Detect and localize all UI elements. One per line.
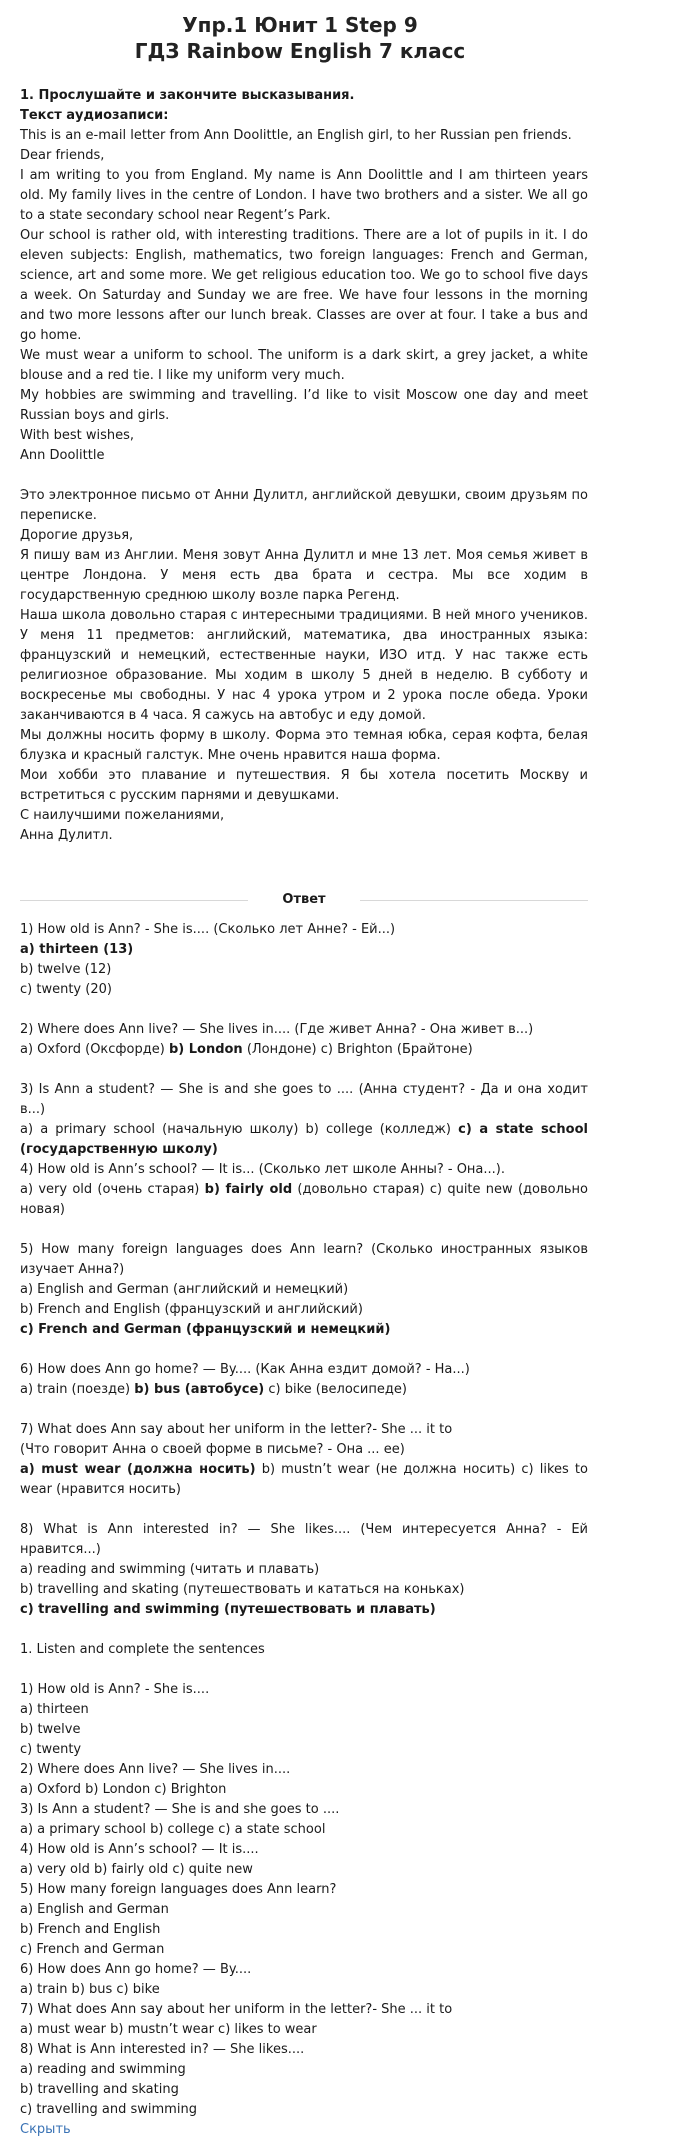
answer-option: c) twenty (20) <box>20 982 112 997</box>
list-item: 4) How old is Ann’s school? — It is.... <box>20 1842 259 1857</box>
answer-option: b) twelve (12) <box>20 962 112 977</box>
question-text: 7) What does Ann say about her uniform in the letter?- She ... it to <box>20 1422 453 1437</box>
answer-correct: b) fairly old <box>204 1182 293 1197</box>
question-text: 5) How many foreign languages does Ann learn? (Сколько иностранных языков изучает Анна?) <box>20 1242 588 1277</box>
question-block-3-4 <box>20 1080 588 1220</box>
letter-paragraph: Dear friends, <box>20 148 105 163</box>
letter-paragraph: Ann Doolittle <box>20 448 105 463</box>
answer-option: a) English and German (английский и немецкий) <box>20 1282 349 1297</box>
letter-paragraph: Мои хобби это плавание и путешествия. Я бы хотела посетить Москву и встретиться с русским парнями и девушками. <box>20 768 588 803</box>
answer-option: a) Oxford (Оксфорде) <box>20 1042 169 1057</box>
list-item: c) twenty <box>20 1742 82 1757</box>
list-item: 8) What is Ann interested in? — She likes.... <box>20 2042 305 2057</box>
answer-option: a) a primary school (начальную школу) b) college (колледж) <box>20 1122 459 1137</box>
letter-paragraph: We must wear a uniform to school. The uniform is a dark skirt, a grey jacket, a white blouse and a red tie. I like my uniform very much. <box>20 348 588 383</box>
list-item: a) a primary school b) college c) a state school <box>20 1822 326 1837</box>
letter-paragraph: Мы должны носить форму в школу. Форма это темная юбка, серая кофта, белая блузка и красный галстук. Мне очень нравится наша форма. <box>20 728 588 763</box>
letter-paragraph: Наша школа довольно старая с интересными традициями. В ней много учеников. У меня 11 предметов: английский, математика, два иностранных языка: французский и немецкий, естественные науки, ИЗО итд. У нас также есть религиозное образование. Мы ходим в школу 5 дней в неделю. В субботу и воскресенье мы свободны. У нас 4 урока утром и 2 урока после обеда. Уроки заканчиваются в 4 часа. Я сажусь на автобус и еду домой. <box>20 608 588 723</box>
answer-section <box>20 920 588 1620</box>
question-text: 2) Where does Ann live? — She lives in.... (Где живет Анна? - Она живет в...) <box>20 1022 534 1037</box>
letter-paragraph: Я пишу вам из Англии. Меня зовут Анна Дулитл и мне 13 лет. Моя семья живет в центре Лондона. У меня есть два брата и сестра. Мы все ходим в государственную среднюю школу возле парка Регенд. <box>20 548 588 603</box>
question-block-6 <box>20 1360 588 1400</box>
spacer <box>20 1660 588 1680</box>
question-block-2 <box>20 1020 588 1060</box>
english-section <box>20 1640 588 2140</box>
question-text: 8) What is Ann interested in? — She likes.... (Чем интересуется Анна? - Ей нравится...) <box>20 1522 588 1557</box>
list-item: b) travelling and skating <box>20 2082 179 2097</box>
list-item: b) twelve <box>20 1722 81 1737</box>
content <box>20 86 588 2140</box>
question-block-7 <box>20 1420 588 1500</box>
answer-option: c) bike (велосипеде) <box>264 1382 407 1397</box>
answer-option: (довольно старая) c) quite new (довольно новая) <box>20 1182 589 1217</box>
list-item: 7) What does Ann say about her uniform in the letter?- She ... it to <box>20 2002 453 2017</box>
answer-correct: c) French and German (французский и немецкий) <box>20 1322 391 1337</box>
letter-english <box>20 126 588 466</box>
answer-line <box>20 1120 588 1160</box>
spacer <box>20 466 588 486</box>
page-title-line1: Упр.1 Юнит 1 Step 9 <box>182 13 418 37</box>
list-item: a) very old b) fairly old c) quite new <box>20 1862 253 1877</box>
answer-divider <box>20 890 588 910</box>
answer-line <box>20 1180 588 1220</box>
answer-correct: c) travelling and swimming (путешествовать и плавать) <box>20 1602 436 1617</box>
divider-line-right <box>360 900 588 901</box>
answer-option: a) train (поезде) <box>20 1382 135 1397</box>
task-text <box>20 86 588 846</box>
answer-correct: b) London <box>168 1042 243 1057</box>
letter-paragraph: Дорогие друзья, <box>20 528 134 543</box>
list-item: c) French and German <box>20 1942 165 1957</box>
list-item: 5) How many foreign languages does Ann learn? <box>20 1882 337 1897</box>
list-item: a) reading and swimming <box>20 2062 186 2077</box>
list-item: a) must wear b) mustn’t wear c) likes to wear <box>20 2022 317 2037</box>
answer-option: b) mustn’t wear (не должна носить) c) likes to wear (нравится носить) <box>20 1462 588 1497</box>
letter-paragraph: With best wishes, <box>20 428 135 443</box>
answer-line <box>20 1040 588 1060</box>
answer-option: b) travelling and skating (путешествовать и кататься на коньках) <box>20 1582 465 1597</box>
letter-russian <box>20 486 588 846</box>
audio-label: Текст аудиозаписи: <box>20 108 169 123</box>
question-text: 3) Is Ann a student? — She is and she goes to .... (Анна студент? - Да и она ходит в...) <box>20 1082 588 1117</box>
answer-correct: a) must wear (должна носить) <box>20 1462 256 1477</box>
letter-paragraph: This is an e-mail letter from Ann Doolittle, an English girl, to her Russian pen friends. <box>20 128 572 143</box>
answer-correct: a) thirteen (13) <box>20 942 134 957</box>
list-item: c) travelling and swimming <box>20 2102 197 2117</box>
answer-option: (Лондоне) c) Brighton (Брайтоне) <box>242 1042 473 1057</box>
list-item: 1) How old is Ann? - She is.... <box>20 1682 210 1697</box>
letter-paragraph: Анна Дулитл. <box>20 828 113 843</box>
letter-paragraph: С наилучшими пожеланиями, <box>20 808 225 823</box>
list-item: 2) Where does Ann live? — She lives in.... <box>20 1762 291 1777</box>
task-heading: 1. Прослушайте и закончите высказывания. <box>20 88 355 103</box>
english-heading: 1. Listen and complete the sentences <box>20 1642 265 1657</box>
list-item: a) English and German <box>20 1902 169 1917</box>
list-item: 6) How does Ann go home? — By.... <box>20 1962 252 1977</box>
hide-link-row <box>20 2120 588 2140</box>
divider-line-left <box>20 900 248 901</box>
letter-paragraph: Our school is rather old, with interesting traditions. There are a lot of pupils in it. I do eleven subjects: English, mathematics, two foreign languages: French and German, science, art and some more. We get religious education too. We go to school five days a week. On Saturday and Sunday we are free. We have four lessons in the morning and two more lessons after our lunch break. Classes are over at four. I take a bus and go home. <box>20 228 588 343</box>
answer-line <box>20 1380 588 1400</box>
letter-paragraph: Это электронное письмо от Анни Дулитл, английской девушки, своим друзьям по переписке. <box>20 488 588 523</box>
answer-option: a) very old (очень старая) <box>20 1182 205 1197</box>
letter-paragraph: My hobbies are swimming and travelling. I’d like to visit Moscow one day and meet Russian boys and girls. <box>20 388 588 423</box>
answer-correct: b) bus (автобусе) <box>134 1382 265 1397</box>
question-text: 6) How does Ann go home? — By.... (Как Анна ездит домой? - На...) <box>20 1362 470 1377</box>
question-translation: (Что говорит Анна о своей форме в письме? - Она ... ее) <box>20 1442 405 1457</box>
question-text: 1) How old is Ann? - She is.... (Сколько лет Анне? - Ей...) <box>20 922 396 937</box>
answer-line <box>20 1460 588 1500</box>
question-block-8 <box>20 1520 588 1620</box>
answer-option: b) French and English (французский и английский) <box>20 1302 363 1317</box>
list-item: a) thirteen <box>20 1702 89 1717</box>
answer-label: Ответ <box>274 892 333 907</box>
list-item: 3) Is Ann a student? — She is and she goes to .... <box>20 1802 340 1817</box>
letter-paragraph: I am writing to you from England. My name is Ann Doolittle and I am thirteen years old. My family lives in the centre of London. I have two brothers and a sister. We all go to a state secondary school near Regent’s Park. <box>20 168 588 223</box>
list-item: a) Oxford b) London c) Brighton <box>20 1782 227 1797</box>
list-item: a) train b) bus c) bike <box>20 1982 160 1997</box>
hide-link[interactable]: Скрыть <box>20 2122 71 2137</box>
question-block-1 <box>20 920 588 1000</box>
list-item: b) French and English <box>20 1922 161 1937</box>
question-block-5 <box>20 1240 588 1340</box>
answer-correct: c) a state school (государственную школу) <box>20 1122 588 1157</box>
question-text: 4) How old is Ann’s school? — It is... (Сколько лет школе Анны? - Она...). <box>20 1162 505 1177</box>
answer-option: a) reading and swimming (читать и плавать) <box>20 1562 320 1577</box>
page-title-line2: ГДЗ Rainbow English 7 класс <box>134 39 466 63</box>
page-title <box>0 12 600 64</box>
